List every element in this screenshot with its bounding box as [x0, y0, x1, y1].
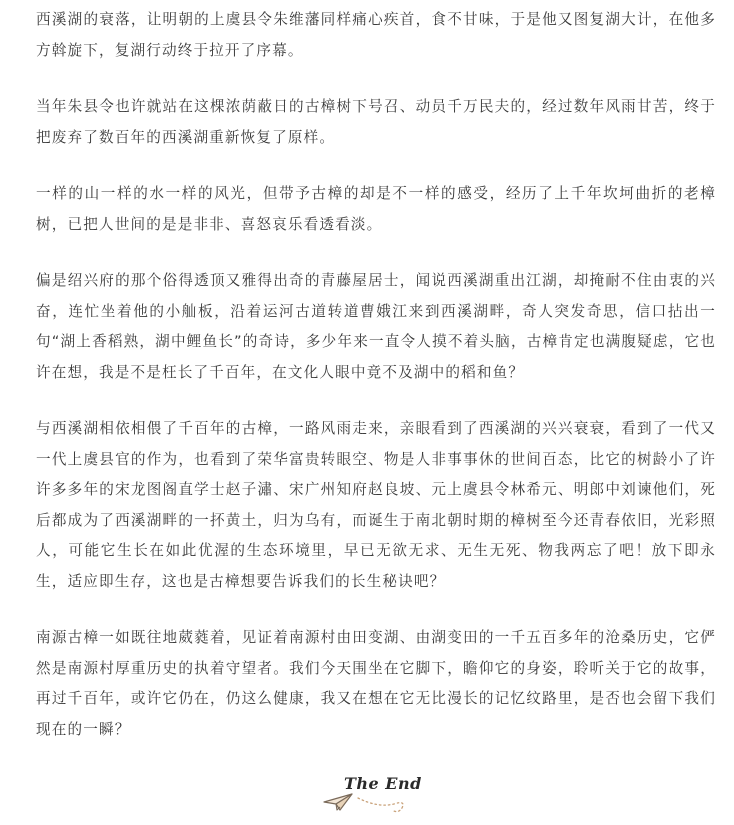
- paragraph-2: 当年朱县令也许就站在这棵浓荫蔽日的古樟树下号召、动员千万民夫的，经过数年风雨甘苦，终于把废弃了数百年的西溪湖重新恢复了原样。: [36, 98, 716, 146]
- paragraph-5: 与西溪湖相依相偎了千百年的古樟，一路风雨走来，亲眼看到了西溪湖的兴兴衰衰，看到了一代又一代上虞县官的作为，也看到了荣华富贵转眼空、物是人非事事休的世间百态，比它的树龄小了许许多多年的宋龙图阁直学士赵子潚、宋广州知府赵良坡、元上虞县令林希元、明郎中刘谏他们，死后都成为了西溪湖畔的一抔黄土，归为乌有，而诞生于南北朝时期的樟树至今还青春依旧，光彩照人，可能它生长在如此优渥的生态环境里，早已无欲无求、无生无死、物我两忘了吧！放下即永生，适应即生存，这也是古樟想要告诉我们的长生秘诀吧？: [36, 420, 716, 590]
- paragraph-4: 偏是绍兴府的那个俗得透顶又雅得出奇的青藤屋居士，闻说西溪湖重出江湖，却掩耐不住由衷的兴奋，连忙坐着他的小舢板，沿着运河古道转道曹娥江来到西溪湖畔，奇人突发奇思，信口拈出一句“湖上香稻熟，湖中鲤鱼长”的奇诗，多少年来一直令人摸不着头脑，古樟肯定也满腹疑虑，它也许在想，我是不是枉长了千百年，在文化人眼中竟不及湖中的稻和鱼？: [36, 272, 716, 381]
- paragraph-3: 一样的山一样的水一样的风光，但带予古樟的却是不一样的感受，经历了上千年坎坷曲折的老樟树，已把人世间的是是非非、喜怒哀乐看透看淡。: [36, 185, 716, 233]
- the-end-text: The End: [344, 774, 422, 793]
- dotted-trail-icon: [356, 794, 410, 814]
- paragraph-6: 南源古樟一如既往地葳蕤着，见证着南源村由田变湖、由湖变田的一千五百多年的沧桑历史，它俨然是南源村厚重历史的执着守望者。我们今天围坐在它脚下，瞻仰它的身姿，聆听关于它的故事，再过千百年，或许它仍在，仍这么健康，我又在想在它无比漫长的记忆纹路里，是否也会留下我们现在的一瞬？: [36, 629, 716, 738]
- paper-plane-icon: [322, 790, 356, 814]
- article-body: [36, 5, 716, 771]
- paragraph-1: 西溪湖的衰落，让明朝的上虞县令朱维藩同样痛心疾首，食不甘味，于是他又图复湖大计，在他多方斡旋下，复湖行动终于拉开了序幕。: [36, 11, 716, 59]
- the-end-mark: [322, 772, 432, 816]
